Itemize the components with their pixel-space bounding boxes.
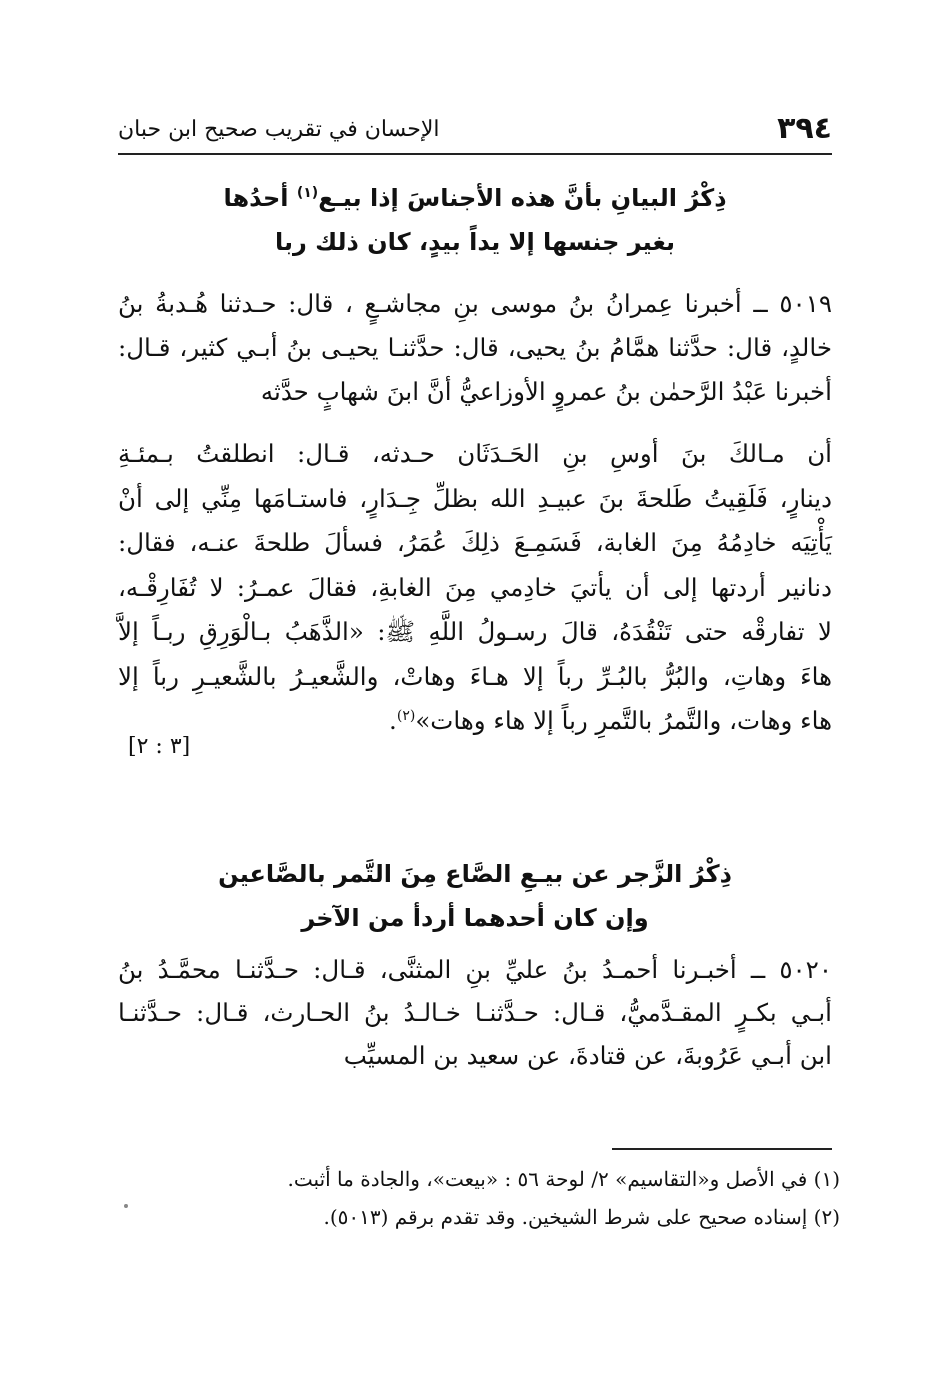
text-line: أن مـالكَ بنَ أوسِ بنِ الحَـدَثَان حـدثه، قـال: انطلقتُ بـمئـةِ: [118, 439, 832, 468]
footnote-2: (٢) إسناده صحيح على شرط الشيخين. وقد تقدم برقم (٥٠١٣).: [323, 1205, 840, 1229]
hadith-5019-matn: [118, 432, 832, 744]
footnotes: [250, 1160, 840, 1236]
footnote-marker-2: (٢): [396, 707, 416, 724]
footnote-rule: [612, 1148, 832, 1150]
text-line: ٥٠١٩ ــ أخبرنا عِمرانُ بنُ موسى بنِ مجاشـعٍ ، قال: حـدثنا هُـدبةُ بنُ: [118, 289, 832, 318]
text-line: يَأْتِيَه خادِمُهُ مِنَ الغابة، فَسَمِـعَ ذلِكَ عُمَرُ، فسألَ طلحةَ عنـه، فقال:: [118, 528, 832, 557]
chapter-heading-2-line-2: وإن كان أحدهما أردأ من الآخر: [301, 904, 649, 932]
header-rule: [118, 153, 832, 155]
text-line: خالدٍ، قال: حدَّثنا همَّامُ بنُ يحيى، قال: حدَّثنـا يحيـى بنُ أبـي كثير، قـال:: [118, 333, 832, 362]
text-line: أخبرنا عَبْدُ الرَّحمٰن بنُ عمروٍ الأوزاعيُّ أنَّ ابنَ شهابٍ حدَّثه: [260, 377, 832, 406]
heading-text: ذِكْرُ البيانِ بأنَّ هذه الأجناسَ إذا بيـع: [318, 184, 727, 212]
scan-speck: [124, 1204, 128, 1208]
page-number: ٣٩٤: [777, 111, 832, 146]
text-line: ابن أبـي عَرُوبةَ، عن قتادةَ، عن سعيد بن المسيِّب: [343, 1041, 832, 1070]
chapter-heading-1-line-2: بغير جنسها إلا يداً بيدٍ، كان ذلك ربا: [274, 228, 676, 256]
book-title: الإحسان في تقريب صحيح ابن حبان: [118, 117, 440, 142]
hadith-5020-isnad: [118, 948, 832, 1077]
text-line: أبـي بكـرٍ المقـدَّميُّ، قـال: حـدَّثنـا خـالـدُ بنُ الحـارث، قـال: حـدَّثنـا: [118, 998, 832, 1027]
chapter-heading-1-line-1: [150, 176, 800, 220]
text-line: هاءَ وهاتِ، والبُرُّ بالبُـرِّ رباً إلا هـاءَ وهاتْ، والشَّعيـرُ بالشَّعيـرِ رباً إلا: [118, 661, 832, 691]
chapter-heading-2-line-1: ذِكْرُ الزَّجر عن بيـعِ الصَّاع مِنَ التَّمر بالصَّاعين: [218, 860, 732, 888]
chapter-heading-1: [150, 176, 800, 264]
text-line: دينارٍ، فَلَقِيتُ طَلحةَ بنَ عبيـدِ الله بظلِّ جِـدَارٍ، فاستـامَها مِنِّي إلى أنْ: [118, 483, 832, 513]
text-line: لا تفارقْه حتى تَنْقُدَهُ، قالَ رسـولُ اللَّهِ ﷺ: «الذَّهَبُ بـالْوَرِقِ ربـاً إلاَّ: [118, 617, 832, 646]
chapter-heading-2: [150, 852, 800, 940]
footnote-1: (١) في الأصل و«التقاسيم» ٢/ لوحة ٥٦ : «بيعت»، والجادة ما أثبت.: [287, 1167, 840, 1191]
footnote-marker-1: (١): [296, 185, 319, 201]
text-line: [118, 699, 832, 744]
matn-final-text: هاء وهات، والتَّمرُ بالتَّمرِ رباً إلا هاء وهات»: [415, 706, 832, 735]
text-line: ٥٠٢٠ ــ أخبـرنا أحمـدُ بنُ عليِّ بنِ المثنَّى، قـال: حـدَّثنـا محمَّـدُ بنُ: [118, 955, 832, 984]
hadith-reference: [٣ : ٢]: [128, 734, 191, 759]
hadith-5019-isnad: [118, 282, 832, 414]
heading-text-end: أحدُها: [223, 184, 289, 212]
running-header: [118, 112, 832, 152]
text-line: دنانير أردتها إلى أن يأتيَ خادِمي مِنَ الغابةِ، فقالَ عمـرُ: لا تُفَارِقْـه،: [118, 572, 832, 602]
matn-full-stop: .: [389, 706, 397, 735]
